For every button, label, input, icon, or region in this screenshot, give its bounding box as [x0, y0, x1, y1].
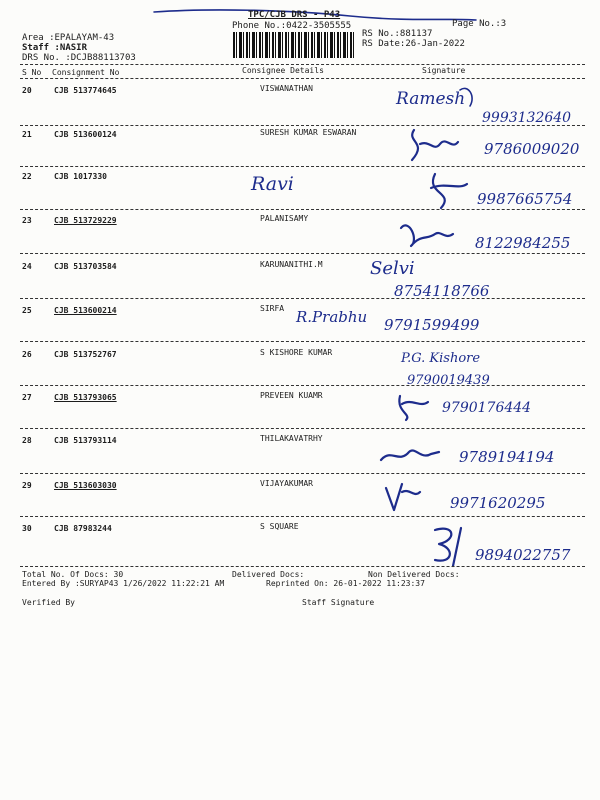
row-number: 25: [22, 306, 32, 315]
entered-by: Entered By :SURYAP43 1/26/2022 11:22:21 AM: [22, 579, 225, 588]
sig-phone: 8122984255: [475, 234, 571, 252]
sig-phone: 9993132640: [482, 110, 572, 126]
header-divider: [20, 64, 585, 65]
consignee-name: SIRFA: [260, 304, 285, 313]
column-divider: [20, 78, 585, 79]
row-divider: [20, 385, 585, 386]
column-signature: Signature: [422, 66, 466, 75]
signature-row-30: [425, 520, 600, 570]
column-consignee: Consignee Details: [242, 66, 324, 75]
row-number: 26: [22, 350, 32, 359]
column-consignment: Consignment No: [52, 68, 120, 77]
consignee-name: S KISHORE KUMAR: [260, 348, 333, 357]
row-number: 27: [22, 393, 32, 402]
consignment-number: CJB 513793114: [54, 436, 117, 445]
signature-row-27: [392, 388, 582, 426]
sig-phone: 8754118766: [394, 282, 490, 300]
signature-row-26: [395, 344, 575, 388]
table-bottom-divider: [20, 566, 585, 567]
total-docs: Total No. Of Docs: 30: [22, 570, 124, 579]
sig-name: Ramesh: [396, 89, 466, 109]
consignee-name: PALANISAMY: [260, 214, 309, 223]
sig-name: P.G. Kishore: [401, 351, 481, 366]
sig-phone: 9790019439: [407, 373, 490, 388]
drs-number: DRS No. :DCJB88113703: [22, 53, 136, 63]
consignee-name: SURESH KUMAR ESWARAN: [260, 128, 357, 137]
consignment-number: CJB 513729229: [54, 216, 117, 225]
row-number: 28: [22, 436, 32, 445]
rs-number: RS No.:881137: [362, 29, 433, 39]
consignment-number: CJB 513703584: [54, 262, 117, 271]
sig-phone: 9791599499: [384, 316, 480, 334]
verified-by: Verified By: [22, 598, 75, 607]
signature-row-20: [390, 82, 600, 127]
rs-date: RS Date:26-Jan-2022: [362, 39, 465, 49]
signature-row-29: [380, 474, 580, 520]
page-number: Page No.:3: [452, 19, 507, 29]
signature-row-22: [245, 164, 600, 214]
signature-row-24: [370, 252, 550, 302]
column-sno: S No: [22, 68, 42, 77]
sig-name: Selvi: [370, 258, 415, 279]
signature-row-25: [288, 296, 548, 340]
consignment-number: CJB 513793065: [54, 393, 117, 402]
consignment-number: CJB 513600214: [54, 306, 117, 315]
consignee-name: VISWANATHAN: [260, 84, 313, 93]
signature-row-21: [400, 124, 600, 168]
sig-phone: 9789194194: [459, 448, 555, 466]
area-label: Area :EPALAYAM-43: [22, 33, 115, 43]
sig-name: R.Prabhu: [296, 308, 368, 326]
row-number: 22: [22, 172, 32, 181]
row-number: 29: [22, 481, 32, 490]
barcode: [233, 32, 355, 58]
consignee-name: THILAKAVATRHY: [260, 434, 323, 443]
row-number: 20: [22, 86, 32, 95]
consignee-name: VIJAYAKUMAR: [260, 479, 313, 488]
consignee-name: KARUNANITHI.M: [260, 260, 323, 269]
signature-row-28: [375, 434, 600, 474]
consignment-number: CJB 87983244: [54, 524, 112, 533]
staff-signature: Staff Signature: [302, 598, 375, 607]
signature-row-23: [395, 210, 600, 256]
consignment-number: CJB 513774645: [54, 86, 117, 95]
row-divider: [20, 516, 585, 517]
reprinted-on: Reprinted On: 26-01-2022 11:23:37: [266, 579, 425, 588]
consignment-number: CJB 513603030: [54, 481, 117, 490]
row-divider: [20, 341, 585, 342]
sig-phone: 9987665754: [477, 190, 573, 208]
row-number: 30: [22, 524, 32, 533]
consignee-name: S SQUARE: [260, 522, 299, 531]
row-divider: [20, 428, 585, 429]
sig-phone: 9790176444: [442, 400, 532, 416]
consignment-number: CJB 1017330: [54, 172, 107, 181]
non-delivered-docs: Non Delivered Docs:: [368, 570, 460, 579]
row-number: 23: [22, 216, 32, 225]
sig-phone: 9894022757: [475, 546, 571, 564]
row-number: 21: [22, 130, 32, 139]
consignee-name: PREVEEN KUAMR: [260, 391, 323, 400]
staff-label: Staff :NASIR: [22, 43, 88, 53]
sig-name: Ravi: [251, 173, 294, 195]
sig-phone: 9971620295: [450, 494, 546, 512]
row-number: 24: [22, 262, 32, 271]
consignment-number: CJB 513600124: [54, 130, 117, 139]
consignment-number: CJB 513752767: [54, 350, 117, 359]
document-title: TPC/CJB DRS - P43: [248, 10, 341, 20]
phone-number: Phone No.:0422-3505555: [232, 21, 352, 31]
delivered-docs: Delivered Docs:: [232, 570, 305, 579]
sig-phone: 9786009020: [484, 140, 580, 158]
